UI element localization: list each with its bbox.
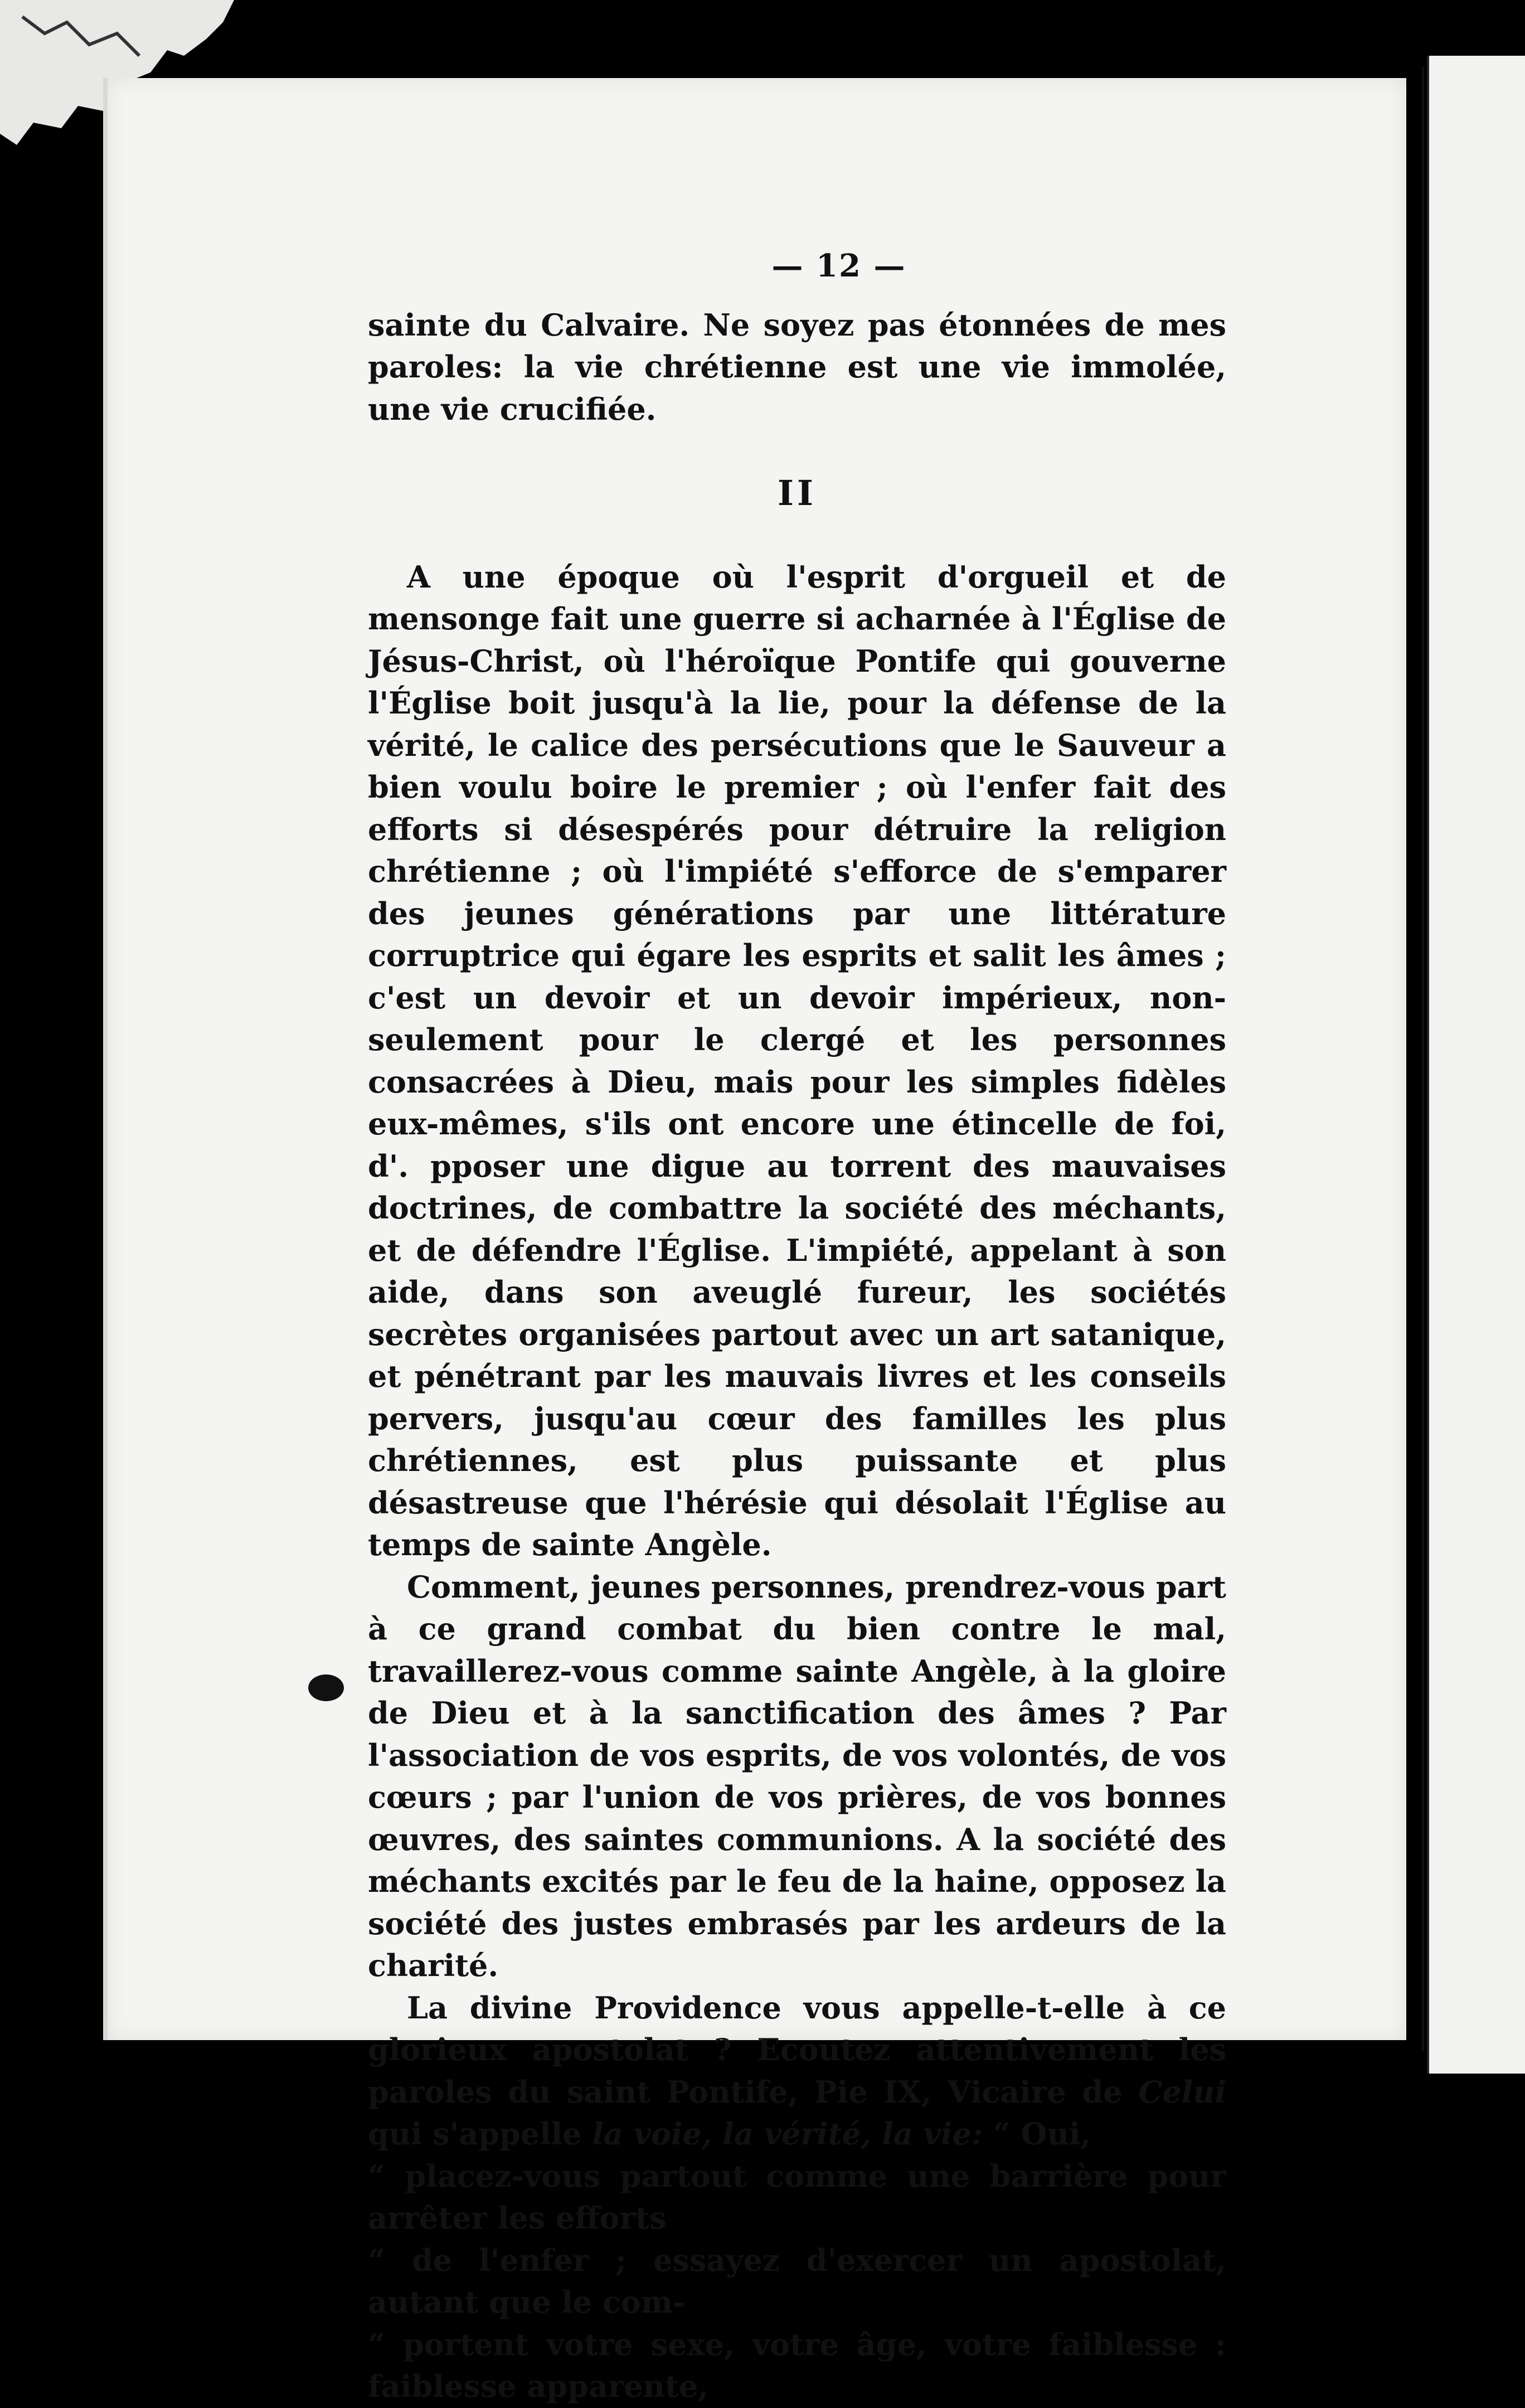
document-body bbox=[368, 245, 1226, 2408]
quote-line-1: “ placez-vous partout comme une barrière pour arrêter les efforts bbox=[368, 2158, 1226, 2236]
paragraph-3-italic-celui: Celui bbox=[1138, 2074, 1226, 2110]
opening-lines: sainte du Calvaire. Ne soyez pas étonnées de mes paroles: la vie chrétienne est une vie immolée, une vie crucifiée. bbox=[368, 307, 1226, 427]
paragraph-2: Comment, jeunes personnes, prendrez-vous part à ce grand combat du bien contre le mal, travaillerez-vous comme sainte Angèle, à la gloire de Dieu et à la sanctification des âmes ? Par l'association de vos esprits, de vos volontés, de vos cœurs ; par l'union de vos prières, de vos bonnes œuvres, des saintes communions. A la société des méchants excités par le feu de la haine, opposez la société des justes embrasés par les ardeurs de la charité. bbox=[368, 1569, 1226, 1983]
section-heading: II bbox=[777, 473, 817, 513]
paragraph-3-italic-voie: la voie, la vérité, la vie: bbox=[592, 2116, 983, 2152]
binding-edge-icon bbox=[1420, 67, 1426, 2051]
paragraph-3-text-c: “ Oui, bbox=[982, 2116, 1091, 2152]
quote-line-2: “ de l'enfer ; essayez d'exercer un apostolat, autant que le com- bbox=[368, 2242, 1226, 2320]
ink-blot-icon bbox=[307, 1672, 346, 1703]
paragraph-3 bbox=[368, 1987, 1226, 2155]
quote-line-3: “ portent votre sexe, votre âge, votre faiblesse : faiblesse apparente, bbox=[368, 2326, 1226, 2404]
paragraph-1: A une époque où l'esprit d'orgueil et de mensonge fait une guerre si acharnée à l'Église de Jésus-Christ, où l'héroïque Pontife qui gouverne l'Église boit jusqu'à la lie, pour la défense de la vérité, le calice des persécutions que le Sauveur a bien voulu boire le premier ; où l'enfer fait des efforts si désespérés pour détruire la religion chrétienne ; où l'impiété s'efforce de s'emparer des jeunes générations par une littérature corruptrice qui égare les esprits et salit les âmes ; c'est un devoir et un devoir impérieux, non-seulement pour le clergé et les personnes consacrées à Dieu, mais pour les simples fidèles eux-mêmes, s'ils ont encore une étincelle de foi, d'. pposer une digue au torrent des mauvaises doctrines, de combattre la société des méchants, et de défendre l'Église. L'impiété, appelant à son aide, dans son aveuglé fureur, les sociétés secrètes organisées partout avec un art satanique, et pénétrant par les mauvais livres et les conseils pervers, jusqu'au cœur des familles les plus chrétiennes, est plus puissante et plus désastreuse que l'hérésie qui désolait l'Église au temps de sainte Angèle. bbox=[368, 559, 1226, 1562]
paragraph-3-text-b: qui s'appelle bbox=[368, 2116, 592, 2152]
paragraph-3-text-a: La divine Providence vous appelle-t-elle à ce glorieux apostolat ? Ecoutez attentivement les paroles du saint Pontife, Pie IX, Vicaire de bbox=[368, 1989, 1226, 2110]
page-number: — 12 — bbox=[771, 247, 906, 284]
adjacent-page-strip bbox=[1427, 56, 1525, 2074]
